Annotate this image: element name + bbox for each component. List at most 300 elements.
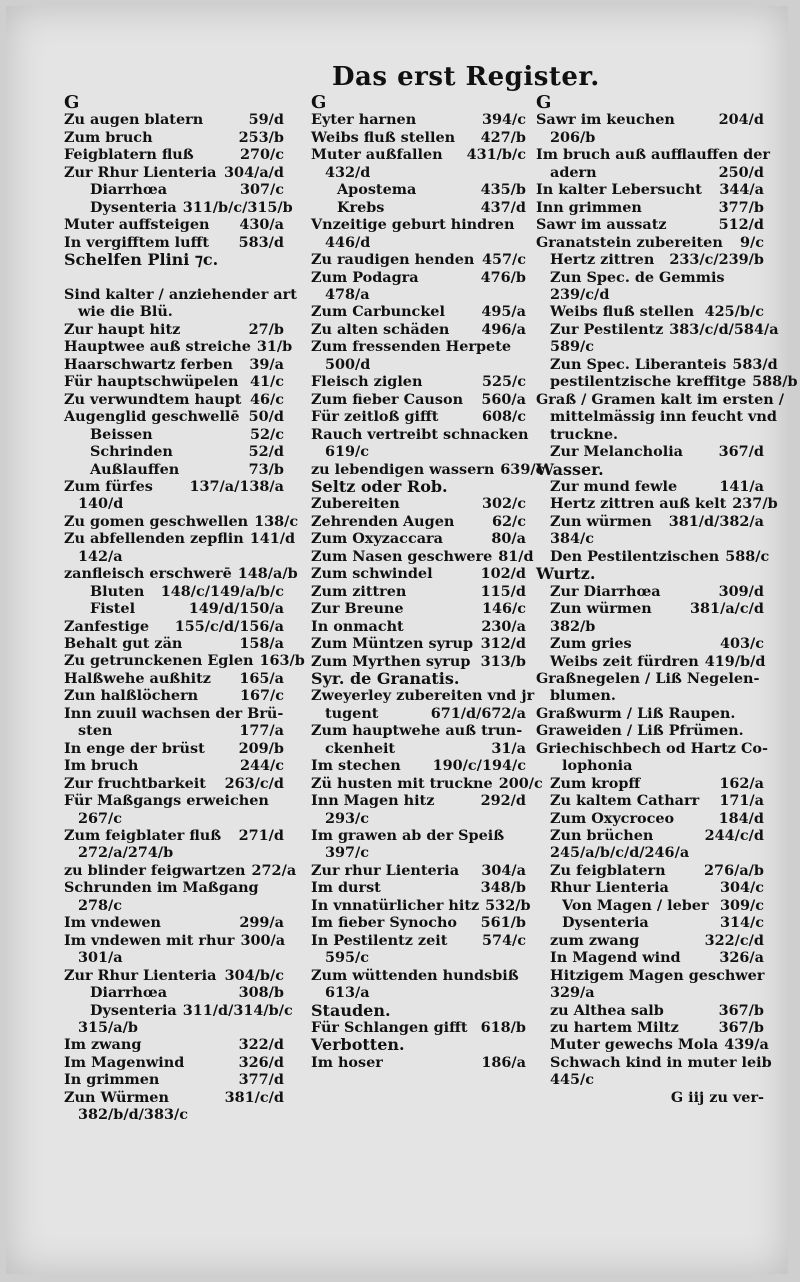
index-entry [64,687,284,704]
entry-page-reference: 276/a/b [704,861,764,879]
index-entry [536,269,764,286]
index-entry [64,618,284,635]
entry-page-reference: 377/b [718,198,764,216]
entry-text: Zu abfellenden zepflin [64,530,244,548]
entry-page-reference: 59/d [248,111,284,129]
entry-page-reference: 304/c [719,879,764,897]
entry-text: Zur Diarrhœa [550,582,661,600]
index-entry [311,164,526,181]
entry-page-reference: 574/c [481,931,526,949]
entry-text: Für Schlangen gifft [311,1019,468,1037]
entry-text: Schrunden im Maßgang [64,879,259,897]
index-entry [64,914,284,931]
entry-text: Zum fürfes [64,477,153,495]
entry-page-reference: 322/d [238,1036,284,1054]
entry-text: tugent [325,704,379,722]
index-entry [64,827,284,844]
entry-page-reference: 588/c [725,547,770,565]
entry-text: 206/b [550,128,596,146]
index-entry [64,652,305,670]
index-entry [311,513,526,530]
entry-text: Zu raudigen henden [311,251,475,269]
entry-text: 445/c [550,1071,595,1089]
entry-page-reference: 271/d [238,827,284,845]
entry-text: Zum zittren [311,582,407,600]
index-entry [536,373,798,391]
entry-page-reference: 9/c [739,233,764,251]
entry-text: Sawr im keuchen [536,111,675,129]
entry-text: In Pestilentz zeit [311,931,448,949]
entry-page-reference: 322/c/d [704,931,764,949]
entry-page-reference: 141/a [719,477,764,495]
index-letter [311,94,526,111]
entry-text: Im bruch auß aufflauffen der [536,146,770,164]
entry-page-reference: 31/b [256,338,293,356]
index-entry [311,321,526,338]
entry-page-reference: 27/b [248,320,284,338]
entry-text: 278/c [78,896,123,914]
index-entry [536,251,764,268]
entry-text: Zun Würmen [64,1088,169,1106]
entry-page-reference: 52/d [248,443,284,461]
entry-text: zu lebendigen wassern [311,460,495,478]
entry-page-reference: 200/c [498,774,543,792]
index-entry [64,844,284,861]
entry-text: Zu gomen geschwellen [64,512,249,530]
entry-page-reference: 253/b [238,128,284,146]
entry-page-reference: 250/d [718,163,764,181]
entry-text: G [311,92,327,113]
entry-page-reference: 512/d [718,216,764,234]
index-entry [311,425,529,443]
entry-text: Im grawen ab der Speiß [311,827,505,845]
entry-text: Dysenteria [90,1001,177,1019]
index-entry [311,460,545,478]
index-entry [311,269,526,286]
entry-text: Graßnegelen / Liß Negelen- [536,669,760,687]
entry-page-reference: 403/c [719,635,764,653]
index-entry [311,111,526,128]
entry-text: Weibs zeit fürdren [550,652,699,670]
entry-text: Muter außfallen [311,146,443,164]
section-heading [311,1002,526,1019]
index-entry [64,426,284,443]
entry-page-reference: 618/b [480,1019,526,1037]
index-entry [64,1106,284,1123]
index-entry [64,1071,284,1088]
index-entry [64,1089,284,1106]
entry-page-reference: 80/a [491,530,526,548]
entry-text: Zur mund fewle [550,477,678,495]
entry-text: 301/a [78,949,123,967]
entry-page-reference: 148/a/b [237,565,298,583]
index-entry [536,199,764,216]
index-entry [536,1071,764,1088]
entry-text: Zum Oxycroceo [550,809,675,827]
index-entry [64,373,284,390]
entry-page-reference: 313/b [480,652,526,670]
index-entry [311,967,526,984]
entry-text: adern [550,163,597,181]
index-entry [311,547,534,565]
entry-text: Zum schwindel [311,565,433,583]
index-entry [64,635,284,652]
entry-text: Zanfestige [64,617,150,635]
entry-text: sten [78,722,113,740]
entry-text: zum zwang [550,931,640,949]
entry-page-reference: 167/c [239,687,284,705]
entry-page-reference: 138/c [254,512,299,530]
entry-page-reference: 308/b [238,984,284,1002]
entry-page-reference: 244/c [239,757,284,775]
entry-text: Schrinden [90,443,173,461]
index-entry [64,530,296,548]
index-entry [311,181,526,198]
entry-page-reference: 162/a [719,774,764,792]
index-entry [536,932,764,949]
entry-text: In Magend wind [550,949,681,967]
entry-page-reference: 583/d [238,233,284,251]
index-entry [64,1036,284,1053]
index-entry [64,1001,293,1019]
entry-text: Krebs [337,198,385,216]
entry-page-reference: 457/c [481,251,526,269]
entry-page-reference: 419/b/d [704,652,766,670]
entry-text: Zur Rhur Lienteria [64,163,217,181]
entry-text: 140/d [78,495,124,513]
index-entry [536,286,764,303]
index-entry [311,373,526,390]
index-entry [536,1053,772,1071]
entry-text: Inn grimmen [536,198,642,216]
index-entry [311,635,526,652]
entry-page-reference: 344/a [719,181,764,199]
index-entry [311,443,526,460]
entry-text: Zum feigblater fluß [64,827,222,845]
index-entry [311,146,526,163]
entry-page-reference: 41/c [249,373,284,391]
index-entry [536,164,764,181]
entry-page-reference: 435/b [480,181,526,199]
entry-text: Im zwang [64,1036,142,1054]
entry-text: Zum Podagra [311,268,419,286]
entry-text: Zu getrunckenen Eglen [64,652,254,670]
entry-page-reference: 190/c/194/c [432,757,526,775]
index-entry [536,443,764,460]
entry-page-reference: 102/d [480,565,526,583]
entry-page-reference: 307/c [239,181,284,199]
index-entry [536,914,764,931]
index-entry [64,129,284,146]
entry-page-reference: 532/b [485,896,531,914]
entry-page-reference: 115/d [480,582,526,600]
entry-page-reference: 155/c/d/156/a [174,617,284,635]
entry-page-reference: 430/a [239,216,284,234]
index-entry [64,198,293,216]
entry-page-reference: 141/d [249,530,296,548]
index-entry [311,740,526,757]
entry-text: 239/c/d [550,285,610,303]
index-entry [311,653,526,670]
entry-page-reference: 177/a [239,722,284,740]
index-entry [64,757,284,774]
entry-page-reference: 263/c/d [224,774,284,792]
index-entry [311,251,526,268]
index-entry [536,234,764,251]
index-entry [311,216,526,233]
entry-text: Muter auffsteigen [64,216,210,234]
entry-text: 142/a [78,547,123,565]
index-entry [64,879,284,896]
index-entry [64,443,284,460]
index-entry [311,199,526,216]
entry-text: Im durst [311,879,381,897]
index-entry [64,932,284,949]
entry-text: Vnzeitige geburt hindren [311,216,515,234]
entry-text: Hitzigem Magen geschwer [550,966,765,984]
index-entry [536,1002,764,1019]
entry-page-reference: 427/b [480,128,526,146]
entry-text: In vergifftem lufft [64,233,210,251]
index-entry [536,775,764,792]
index-entry [536,984,764,1001]
entry-text: In grimmen [64,1071,160,1089]
entry-text: Zu alten schäden [311,320,450,338]
entry-text: In vnnatürlicher hitz [311,896,480,914]
entry-text: zu Althea salb [550,1001,664,1019]
entry-text: 397/c [325,844,370,862]
index-entry [536,879,764,896]
entry-text: Zum hauptwehe auß trun- [311,722,523,740]
entry-text: Zum Nasen geschwere [311,547,493,565]
entry-page-reference: 163/b [259,652,305,670]
entry-page-reference: 377/d [238,1071,284,1089]
entry-page-reference: 304/a [481,861,526,879]
index-entry [64,967,284,984]
entry-text: G [64,92,80,113]
entry-text: Schwach kind in muter leib [550,1053,772,1071]
index-entry [311,356,526,373]
entry-text: Zur Pestilentz [550,320,664,338]
entry-text: 315/a/b [78,1019,138,1036]
section-heading [64,251,284,268]
index-entry [536,320,779,338]
index-entry [536,303,764,320]
entry-text: Hertz zittren auß kelt [550,495,727,513]
entry-text: Für hauptschwüpelen [64,373,239,391]
index-entry [536,810,764,827]
entry-text: Graß / Gramen kalt im ersten / [536,390,784,408]
entry-text: Zu feigblatern [550,861,666,879]
index-entry [536,426,764,443]
entry-page-reference: 394/c [481,111,526,129]
index-entry [311,896,531,914]
entry-page-reference: 186/a [481,1053,526,1071]
index-entry [536,635,764,652]
entry-text: Dysenteria [562,914,649,932]
index-entry [64,285,297,303]
entry-page-reference: 272/a [251,861,297,879]
index-entry [64,861,297,879]
index-entry [311,810,526,827]
register-column-3 [536,92,798,1106]
index-entry [311,914,526,931]
entry-text: Weibs fluß stellen [550,303,695,321]
entry-page-reference: 309/c [719,896,764,914]
entry-page-reference: 495/a [481,303,526,321]
entry-page-reference: 381/c/d [224,1088,284,1106]
entry-page-reference: 381/a/c/d [690,600,764,618]
index-entry [64,722,284,739]
index-entry [311,827,526,844]
entry-page-reference: 583/d [732,355,778,373]
index-entry [311,1054,526,1071]
entry-text: Zu augen blatern [64,111,204,129]
entry-page-reference: 311/d/314/b/c [182,1001,293,1019]
entry-text: Den Pestilentzischen [550,547,720,565]
entry-page-reference: 304/b/c [224,966,284,984]
entry-text: Dysenteria [90,198,177,216]
entry-page-reference: 270/c [239,146,284,164]
entry-text: Fleisch ziglen [311,373,423,391]
entry-text: Diarrhœa [90,984,168,1002]
index-entry [536,583,764,600]
index-entry [64,461,284,478]
index-entry [536,792,764,809]
entry-text: Zü husten mit truckne [311,774,493,792]
entry-page-reference: 81/d [498,547,534,565]
index-entry [64,234,284,251]
entry-text: zanfleisch erschwerē [64,565,232,583]
index-entry [64,548,284,565]
entry-text: 589/c [550,338,595,356]
entry-text: Für zeitloß gifft [311,408,439,426]
register-column-1 [64,92,305,1124]
entry-text: 272/a/274/b [78,844,174,862]
index-entry [536,897,764,914]
index-entry [311,286,526,303]
entry-text: G iij zu ver- [670,1088,764,1106]
entry-page-reference: 148/c/149/a/b/c [160,582,284,600]
entry-page-reference: 476/b [480,268,526,286]
entry-page-reference: 244/c/d [704,827,764,845]
entry-text: truckne. [550,425,619,443]
entry-text: Inn zuuil wachsen der Brü- [64,704,284,722]
entry-text: Muter gewechs Mola [550,1036,719,1054]
index-entry [311,984,526,1001]
entry-page-reference: 381/d/382/a [668,512,764,530]
entry-page-reference: 230/a [481,617,526,635]
entry-text: Feigblatern fluß [64,146,194,164]
entry-text: Schelfen Plini ⁊c. [64,250,219,270]
entry-text: Behalt gut zän [64,635,183,653]
entry-text: 619/c [325,443,370,461]
entry-page-reference: 496/a [481,320,526,338]
index-entry [311,600,526,617]
entry-text: Eyter harnen [311,111,417,129]
entry-page-reference: 184/d [718,809,764,827]
index-entry [64,338,293,356]
entry-text: Im Magenwind [64,1053,185,1071]
entry-page-reference: 639/c [500,460,545,478]
signature-catchword [536,1089,764,1106]
entry-page-reference: 50/d [248,408,284,426]
entry-text: Von Magen / leber [562,896,709,914]
index-entry [311,129,526,146]
entry-text: 595/c [325,949,370,967]
section-heading [536,565,764,582]
entry-text: 382/b/d/383/c [78,1106,188,1124]
entry-page-reference: 437/d [480,198,526,216]
entry-text: Zum Myrthen syrup [311,652,471,670]
index-entry [311,1019,526,1036]
entry-page-reference: 312/d [480,635,526,653]
index-entry [536,1019,764,1036]
entry-text [64,269,284,286]
index-entry [64,303,284,320]
entry-page-reference: 326/d [238,1053,284,1071]
index-entry [64,181,284,198]
entry-page-reference: 367/b [718,1019,764,1037]
entry-text: Zubereiten [311,495,400,513]
entry-text: Zum fieber Causon [311,390,464,408]
index-entry [311,844,526,861]
entry-text: Verbotten. [311,1035,405,1055]
entry-text: Granatstein zubereiten [536,233,723,251]
entry-text: 432/d [325,163,371,181]
index-entry [536,408,777,426]
index-entry [311,722,526,739]
entry-text: Graweiden / Liß Pfrümen. [536,722,744,740]
index-entry [536,478,764,495]
index-entry [536,844,764,861]
section-heading [311,478,526,495]
entry-text: 245/a/b/c/d/246/a [550,844,690,862]
index-entry [536,390,784,408]
entry-page-reference: 46/c [249,390,284,408]
entry-text: Fistel [90,600,136,618]
entry-page-reference: 209/b [238,739,284,757]
index-entry [64,408,284,425]
index-entry [64,495,284,512]
index-entry [536,862,764,879]
entry-text: Zur fruchtbarkeit [64,774,206,792]
entry-page-reference: 304/a/d [224,163,284,181]
index-entry [64,583,284,600]
index-entry [64,164,284,181]
entry-text: In kalter Lebersucht [536,181,702,199]
index-entry [536,111,764,128]
entry-page-reference: 233/c/239/b [669,251,764,269]
entry-page-reference: 292/d [480,792,526,810]
entry-text: Zum Oxyzaccara [311,530,443,548]
entry-text: zu blinder feigwartzen [64,861,246,879]
entry-text: In onmacht [311,617,404,635]
entry-text: 382/b [550,617,596,635]
entry-text: Zun Spec. Liberanteis [550,355,727,373]
index-entry [64,897,284,914]
entry-page-reference: 608/c [481,408,526,426]
index-entry [64,949,284,966]
index-entry [64,670,284,687]
index-entry [64,111,284,128]
entry-page-reference: 237/b [732,495,778,513]
entry-page-reference: 560/a [481,390,526,408]
entry-page-reference: 149/d/150/a [188,600,284,618]
entry-text: Zur rhur Lienteria [311,861,460,879]
index-entry [536,705,764,722]
index-letter [536,94,764,111]
